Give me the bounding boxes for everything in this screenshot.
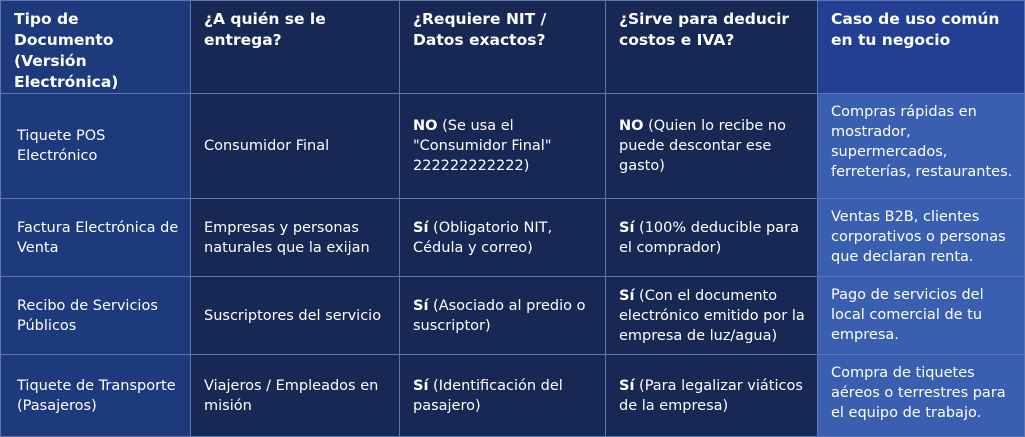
cell-deduce-answer: NO [619, 118, 644, 134]
cell-nit [400, 277, 606, 355]
cell-quien: Empresas y personas naturales que la exijan [191, 199, 400, 277]
cell-caso: Compra de tiquetes aéreos o terrestres para el equipo de trabajo. [818, 355, 1025, 437]
cell-nit [400, 199, 606, 277]
cell-tipo: Factura Electrónica de Venta [1, 199, 191, 277]
header-deducir-costos: ¿Sirve para deducir costos e IVA? [606, 1, 818, 94]
cell-tipo: Tiquete POS Electrónico [1, 94, 191, 199]
cell-nit-answer: Sí [413, 219, 429, 236]
table-row [1, 277, 1025, 355]
cell-deduce-answer: Sí [619, 377, 635, 394]
header-tipo-documento: Tipo de Documento (Versión Electrónica) [1, 1, 191, 94]
table-row [1, 355, 1025, 437]
header-caso-de-uso: Caso de uso común en tu negocio [818, 1, 1025, 94]
cell-deduce-detail: (Con el documento electrónico emitido por la empresa de luz/agua) [619, 287, 805, 344]
cell-deduce-answer: Sí [619, 219, 635, 236]
cell-quien: Suscriptores del servicio [191, 277, 400, 355]
cell-nit-detail: (Se usa el "Consumidor Final" 222222222222) [413, 118, 552, 174]
cell-tipo: Recibo de Servicios Públicos [1, 277, 191, 355]
cell-deduce-detail: (Para legalizar viáticos de la empresa) [619, 377, 803, 414]
cell-nit-answer: NO [413, 118, 438, 134]
cell-caso: Compras rápidas en mostrador, supermercados, ferreterías, restaurantes. [818, 94, 1025, 199]
cell-deduce-detail: (Quien lo recibe no puede descontar ese gasto) [619, 118, 786, 174]
cell-nit-detail: (Identificación del pasajero) [413, 377, 563, 414]
cell-quien: Consumidor Final [191, 94, 400, 199]
cell-nit-detail: (Obligatorio NIT, Cédula y correo) [413, 219, 553, 256]
cell-nit-detail: (Asociado al predio o suscriptor) [413, 297, 586, 334]
cell-caso: Ventas B2B, clientes corporativos o personas que declaran renta. [818, 199, 1025, 277]
header-requiere-nit: ¿Requiere NIT / Datos exactos? [400, 1, 606, 94]
cell-deduce [606, 199, 818, 277]
table-row [1, 199, 1025, 277]
cell-deduce [606, 355, 818, 437]
cell-nit [400, 355, 606, 437]
cell-nit-answer: Sí [413, 297, 429, 314]
cell-deduce [606, 277, 818, 355]
cell-deduce [606, 94, 818, 199]
cell-tipo: Tiquete de Transporte (Pasajeros) [1, 355, 191, 437]
header-row [1, 1, 1025, 94]
header-a-quien: ¿A quién se le entrega? [191, 1, 400, 94]
cell-nit [400, 94, 606, 199]
cell-nit-answer: Sí [413, 377, 429, 394]
cell-caso: Pago de servicios del local comercial de tu empresa. [818, 277, 1025, 355]
cell-quien: Viajeros / Empleados en misión [191, 355, 400, 437]
cell-deduce-answer: Sí [619, 287, 635, 304]
cell-deduce-detail: (100% deducible para el comprador) [619, 219, 799, 256]
table-row [1, 94, 1025, 199]
